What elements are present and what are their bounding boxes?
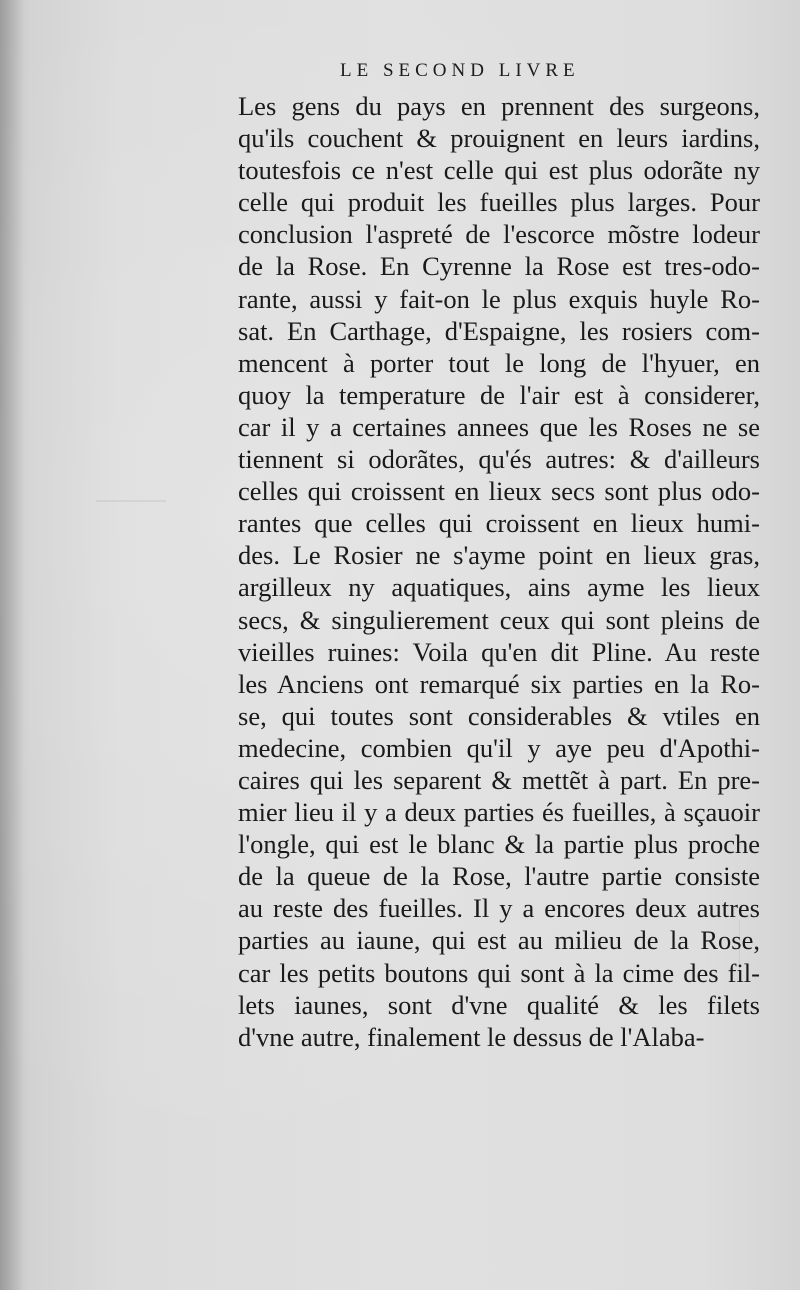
text-line: toutesfois ce n'est celle qui est plus odorãte ny [238,155,760,186]
text-line: parties au iaune, qui est au milieu de la Rose, [238,925,760,956]
text-line: car il y a certaines annees que les Roses ne se [238,411,760,442]
text-line: Les gens du pays en prennent des surgeons, [238,91,760,121]
text-line: tiennent si odorãtes, qu'és autres: & d'ailleurs [238,444,760,475]
text-line: qu'ils couchent & prouignent en leurs iardins, [238,123,760,154]
body-text [238,90,768,1053]
text-line: mencent à porter tout le long de l'hyuer, en [238,347,760,378]
running-head: LE SECOND LIVRE [340,60,580,81]
text-line: argilleux ny aquatiques, ains ayme les lieux [238,572,760,603]
text-line: rantes que celles qui croissent en lieux humi- [238,508,760,539]
text-line: caires qui les separent & mettẽt à part. En pre- [238,764,760,795]
text-line: medecine, combien qu'il y aye peu d'Apothi- [238,732,760,763]
text-line: secs, & singulierement ceux qui sont pleins de [238,604,760,635]
gutter-shadow [0,0,24,1290]
text-line: de la queue de la Rose, l'autre partie consiste [238,861,760,892]
text-line: se, qui toutes sont considerables & vtiles en [238,700,760,731]
text-line: car les petits boutons qui sont à la cime des fil- [238,957,760,988]
text-line: lets iaunes, sont d'vne qualité & les filets [238,989,760,1020]
text-line: rante, aussi y fait-on le plus exquis huyle Ro- [238,283,760,314]
text-line: mier lieu il y a deux parties és fueilles, à sçauoir [238,797,760,828]
text-line: celle qui produit les fueilles plus larges. Pour [238,187,760,218]
text-line: vieilles ruines: Voila qu'en dit Pline. Au reste [238,636,760,667]
text-line: conclusion l'aspreté de l'escorce mõstre lodeur [238,219,760,250]
text-line: quoy la temperature de l'air est à considerer, [238,379,760,410]
text-line: sat. En Carthage, d'Espaigne, les rosiers com- [238,315,760,346]
text-line: celles qui croissent en lieux secs sont plus odo- [238,476,760,507]
text-line: au reste des fueilles. Il y a encores deux autres [238,893,760,924]
text-line: de la Rose. En Cyrenne la Rose est tres-odo- [238,251,760,282]
text-line: l'ongle, qui est le blanc & la partie plus proche [238,829,760,860]
text-line: d'vne autre, finalement le dessus de l'Alaba- [238,1021,705,1052]
text-line: des. Le Rosier ne s'ayme point en lieux gras, [238,540,760,571]
text-line: les Anciens ont remarqué six parties en la Ro- [238,668,760,699]
show-through-mark [96,500,166,502]
